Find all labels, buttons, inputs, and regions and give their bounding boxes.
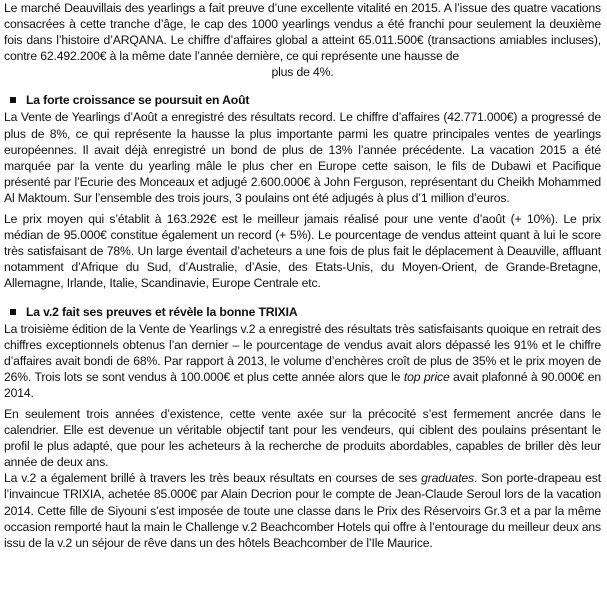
bullet-square-icon	[10, 309, 16, 315]
v2-paragraph-3-text-b: . Son porte-drapeau est l’invaincue TRIXIA, achetée 85.000€ par Alain Decrion pour le compte de Jean-Claude Seroul lors de la vacation 2014. Cette fille de Siyouni s’est imposée de toute une classe dans le Prix des Réservoirs Gr.3 et a par la même occasion remporté haut la main le Challenge v.2 Beachcomber Hotels qui offre à l’entourage du meilleur deux ans issu de la v.2 un séjour de rêve dans un des hôtels Beachcomber de l’Ile Maurice.	[4, 471, 601, 550]
august-paragraph-1: La Vente de Yearlings d’Août a enregistré des résultats record. Le chiffre d’affaires (42.771.000€) a progressé de plus de 8%, ce qui représente la hausse la plus importante parmi les quatre principales ventes de yearlings européennes. Il avait déjà enregistré un bond de plus de 13% l’année précédente. La vacation 2015 a été marquée par la vente du yearling mâle le plus cher en Europe cette saison, le fils de Dubawi et Pacifique présenté par l’Ecurie des Monceaux et adjugé 2.600.000€ à John Ferguson, représentant du Cheikh Mohammed Al Maktoum. Sur l’ensemble des trois jours, 3 poulains ont été adjugés à plus d’1 million d’euros.	[4, 110, 601, 205]
intro-text-end: plus de 4%.	[271, 65, 334, 80]
spacer	[4, 80, 601, 92]
intro-text: Le marché Deauvillais des yearlings a fait preuve d’une excellente vitalité en 2015. A l’issue des quatre vacations consacrées à cette tranche d’âge, le cap des 1000 yearlings vendus a été franchi pour seulement la deuxième fois dans l’histoire d’ARQANA. Le chiffre d’affaires global a atteint 65.011.500€ (transactions amiables incluses), contre 62.492.200€ à la même date l’année dernière, ce qui représente une hausse de	[4, 1, 601, 64]
intro-paragraph-end	[4, 64, 601, 80]
august-paragraph-2: Le prix moyen qui s’établit à 163.292€ est le meilleur jamais réalisé pour une vente d’août (+ 10%). Le prix médian de 95.000€ constitue également un record (+ 5%). Le pourcentage de vendus atteint quant à lui le score très satisfaisant de 78%. Un large éventail d’acheteurs a une fois de plus fait le déplacement à Deauville, affluant notamment d’Afrique du Sud, d’Australie, d’Asie, des Etats-Unis, du Moyen-Orient, de Grande-Bretagne, Allemagne, Irlande, Italie, Scandinavie, Europe Centrale etc.	[4, 212, 601, 291]
section-heading-v2	[4, 304, 601, 321]
v2-paragraph-3	[4, 470, 601, 550]
spacer	[4, 292, 601, 304]
section-heading-august-text: La forte croissance se poursuit en Août	[26, 93, 250, 108]
v2-paragraph-1-italic: top price	[403, 369, 450, 384]
bullet-square-icon	[10, 97, 16, 103]
document-page	[4, 0, 601, 551]
v2-paragraph-1	[4, 321, 601, 401]
section-heading-august	[4, 92, 601, 109]
v2-paragraph-2: En seulement trois années d’existence, cette vente axée sur la précocité s’est fermement ancrée dans le calendrier. Elle est devenue un véritable objectif tant pour les vendeurs, qui ciblent des poulains présentant le profil le plus adapté, que pour les acheteurs à la recherche de produits abordables, capables de briller dès leur année de deux ans.	[4, 406, 601, 470]
v2-paragraph-3-italic: graduates	[421, 471, 474, 486]
section-heading-v2-text: La v.2 fait ses preuves et révèle la bonne TRIXIA	[26, 304, 298, 319]
v2-paragraph-1-text-a: La troisième édition de la Vente de Yearlings v.2 a enregistré des résultats très satisfaisants quoique en retrait des chiffres exceptionnels obtenus l’an dernier – le pourcentage de vendus avait alors dépassé les 91% et le chiffre d’affaires avait bondi de 68%. Par rapport à 2013, le volume d’enchères croît de plus de 35% et le prix moyen de 26%. Trois lots se sont vendus à 100.000€ et plus cette année alors que le	[4, 321, 601, 384]
v2-paragraph-1-text-b: avait plafonné à 90.000€ en 2014.	[4, 369, 601, 400]
v2-paragraph-3-text-a: La v.2 a également brillé à travers les très beaux résultats en courses de ses	[4, 471, 422, 486]
intro-paragraph	[4, 0, 601, 64]
